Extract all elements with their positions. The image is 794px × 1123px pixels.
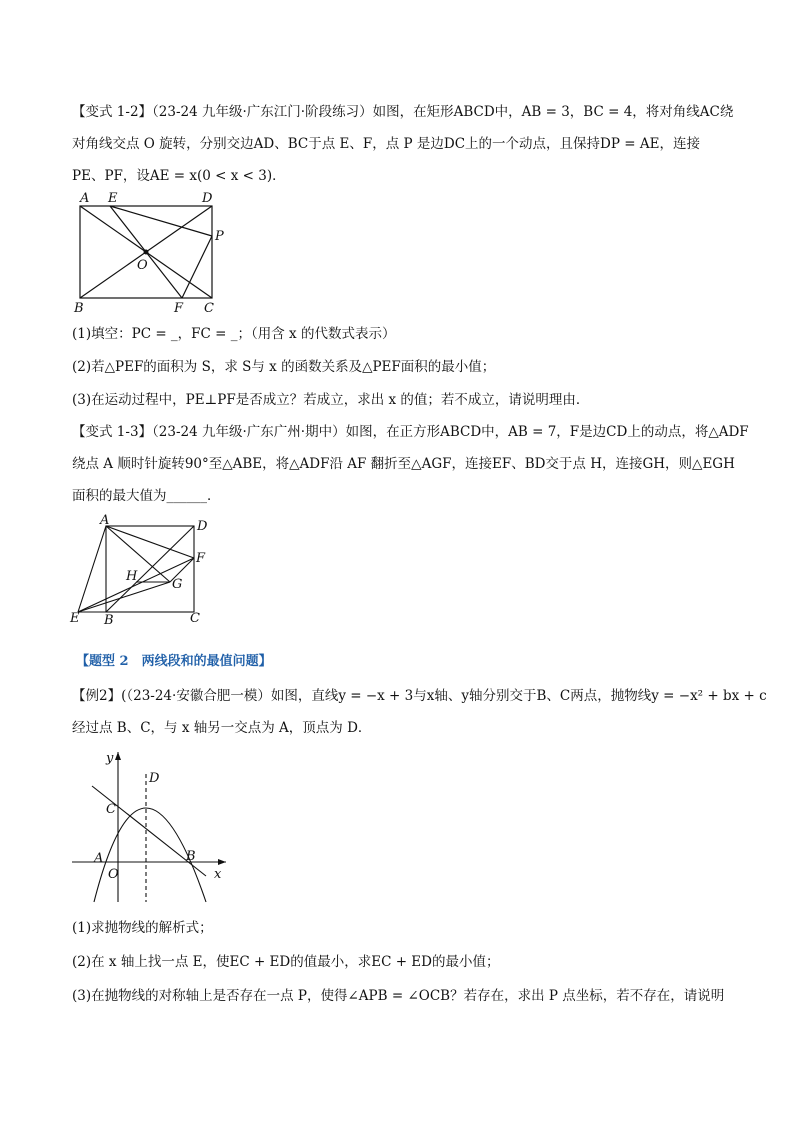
- ex2-label-x: x: [214, 867, 222, 882]
- section-heading: 【题型 2 两线段和的最值问题】: [76, 654, 272, 669]
- v12-label-F: F: [174, 301, 184, 316]
- ex2-label-A: A: [94, 851, 104, 866]
- v13-text-line-2: 绕点 A 顺时针旋转90°至△ABE，将△ADF沿 AF 翻折至△AGF，连接EF、BD交于点 H，连接GH，则△EGH: [72, 456, 735, 472]
- ex2-text-line-1: 【例2】(（23-24·安徽合肥一模）如图，直线y = −x + 3与x轴、y轴分别交于B、C两点，抛物线y = −x² + bx + c: [72, 688, 767, 704]
- v13-label-A: A: [100, 513, 110, 528]
- v12-text-line-1: 【变式 1-2】（23-24 九年级·广东江门·阶段练习）如图，在矩形ABCD中，AB = 3，BC = 4，将对角线AC绕: [72, 104, 734, 120]
- ex2-label-O: O: [108, 867, 119, 882]
- v12-label-B: B: [74, 301, 84, 316]
- v13-label-D: D: [197, 519, 208, 534]
- ex2-label-B: B: [186, 849, 196, 864]
- v13-label-H: H: [126, 569, 138, 584]
- v13-square-figure: [66, 512, 226, 632]
- v13-label-F: F: [196, 551, 206, 566]
- ex2-question-2: (2)在 x 轴上找一点 E，使EC + ED的值最小，求EC + ED的最小值；: [72, 954, 500, 970]
- v12-label-D: D: [202, 191, 213, 206]
- ex2-label-C: C: [106, 802, 116, 817]
- v12-label-E: E: [108, 191, 118, 206]
- v13-label-E: E: [70, 611, 80, 626]
- ex2-label-D: D: [149, 771, 160, 786]
- v12-label-C: C: [204, 301, 214, 316]
- v12-question-1: (1)填空：PC = _，FC = _；（用含 x 的代数式表示）: [72, 326, 396, 342]
- ex2-text-line-2: 经过点 B、C，与 x 轴另一交点为 A，顶点为 D．: [72, 720, 372, 736]
- v13-text-line-3: 面积的最大值为______．: [72, 488, 221, 504]
- v12-question-2: (2)若△PEF的面积为 S，求 S与 x 的函数关系及△PEF面积的最小值；: [72, 359, 496, 375]
- v12-label-A: A: [80, 191, 90, 206]
- v13-label-C: C: [190, 611, 200, 626]
- ex2-question-1: (1)求抛物线的解析式；: [72, 920, 213, 936]
- v13-text-line-1: 【变式 1-3】（23-24 九年级·广东广州·期中）如图，在正方形ABCD中，AB = 7，F是边CD上的动点，将△ADF: [72, 424, 749, 440]
- v12-label-O: O: [137, 258, 148, 273]
- v13-label-G: G: [172, 577, 183, 592]
- v12-text-line-2: 对角线交点 O 旋转，分别交边AD、BC于点 E、F，点 P 是边DC上的一个动点，且保持DP = AE，连接: [72, 136, 700, 152]
- ex2-parabola-figure: [66, 748, 236, 908]
- v12-rectangle-figure: [70, 188, 250, 318]
- v12-question-3: (3)在运动过程中，PE⊥PF是否成立？若成立，求出 x 的值；若不成立，请说明理由．: [72, 392, 590, 408]
- v12-label-P: P: [215, 229, 224, 244]
- ex2-label-y: y: [106, 751, 114, 766]
- v13-label-B: B: [104, 613, 114, 628]
- v12-text-line-3: PE、PF，设AE = x(0 < x < 3)．: [72, 168, 286, 184]
- ex2-question-3: (3)在抛物线的对称轴上是否存在一点 P，使得∠APB = ∠OCB？若存在，求出 P 点坐标，若不存在，请说明: [72, 988, 725, 1004]
